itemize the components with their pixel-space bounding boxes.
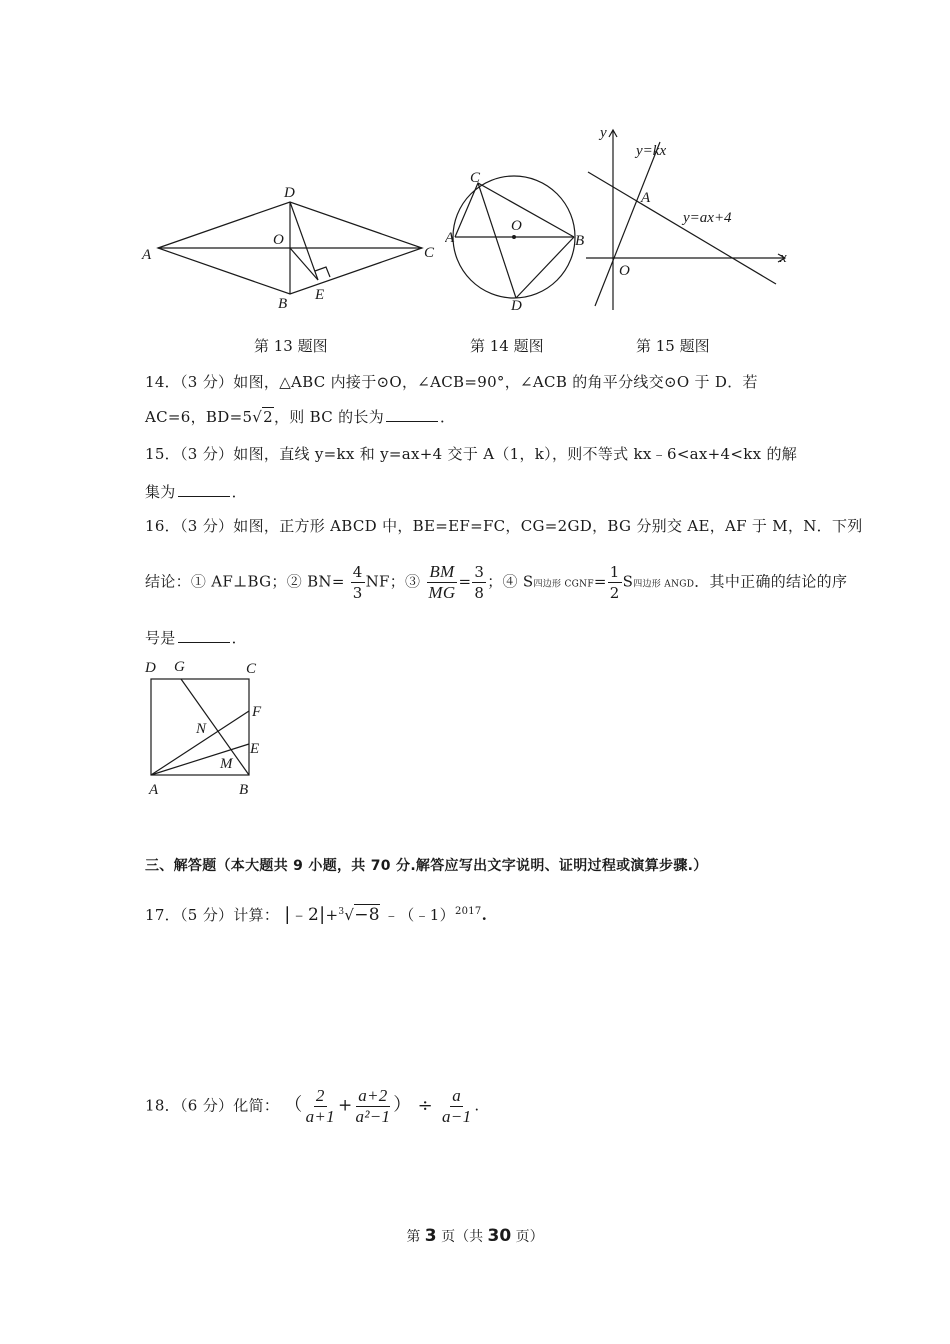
q18-lp: （: [284, 1094, 303, 1116]
q17-exponent: 2017: [454, 906, 482, 917]
fig16-label-e: E: [250, 741, 260, 757]
q16-end: ．: [231, 629, 247, 647]
fig13-label-e: E: [315, 287, 325, 303]
figure-16: [140, 650, 275, 800]
q17-end: .: [481, 906, 488, 924]
q16-eq2: =: [593, 572, 607, 591]
section-3-heading: 三、解答题（本大题共 9 小题，共 70 分.解答应写出文字说明、证明过程或演算步骤.）: [145, 858, 708, 874]
f4-num: 1: [609, 563, 620, 581]
q14-answer-blank: [386, 407, 438, 422]
q18-rp: ）: [393, 1094, 412, 1116]
q14-line1: 14．（3 分）如图，△ABC 内接于⊙O，∠ACB=90°，∠ACB 的角平分线交⊙O 于 D．若: [145, 373, 758, 391]
fig13-label-c: C: [424, 245, 435, 261]
q18-a-den: a+1: [305, 1107, 335, 1126]
fraction-3-8: [472, 562, 486, 603]
q16-c-prefix: 结论：① AF⊥BG；② BN=: [145, 572, 345, 591]
page-footer: [0, 1226, 950, 1246]
q14-text-a: AC=6，BD=5: [145, 408, 253, 426]
fig13-label-a: A: [142, 247, 152, 263]
fig15-label-y: y: [600, 125, 607, 141]
q18-b-num: a+2: [358, 1086, 388, 1105]
q15-text: 集为: [145, 483, 176, 501]
q18-div: ÷: [417, 1094, 433, 1116]
fraction-1-2: [608, 562, 622, 603]
q14-line2: [145, 406, 455, 427]
fig14-label-d: D: [511, 298, 522, 314]
q15-end: ．: [231, 483, 247, 501]
q18-plus: +: [337, 1095, 353, 1116]
q16-conclusions: [145, 562, 847, 603]
abs-bar-right-icon: |: [319, 904, 326, 925]
f4-den: 2: [609, 584, 620, 602]
fig14-label-o: O: [511, 218, 522, 234]
fig16-label-d: D: [145, 660, 156, 676]
fig15-label-x: x: [780, 250, 787, 266]
footer-total-pages: 30: [487, 1226, 512, 1246]
q16-sub2: 四边形 ANGD: [633, 579, 695, 590]
q15-line1: 15．（3 分）如图，直线 y=kx 和 y=ax+4 交于 A（1，k），则不等式 kx﹣6<ax+4<kx 的解: [145, 445, 798, 463]
fig14-label-a: A: [445, 230, 455, 246]
q16-c-suffix: ．其中正确的结论的序: [694, 572, 848, 591]
figure-13: [140, 180, 440, 310]
fig16-label-n: N: [196, 721, 207, 737]
f3-num: 3: [474, 563, 485, 581]
q14-end: ．: [440, 408, 456, 426]
q16-s: S: [622, 572, 634, 591]
fig14-caption: 第 14 题图: [470, 337, 544, 355]
sqrt-icon: √: [252, 408, 263, 426]
fig13-caption: 第 13 题图: [254, 337, 328, 355]
q17-radicand: −8: [354, 905, 380, 925]
fig15-caption: 第 15 题图: [636, 337, 710, 355]
q17-line: [145, 900, 487, 925]
fig15-label-o: O: [619, 263, 630, 279]
q14-sqrt-value: 2: [263, 408, 273, 426]
f1-den: 3: [352, 584, 363, 602]
footer-post: 页）: [515, 1229, 544, 1245]
fig14-label-c: C: [470, 170, 481, 186]
abs-bar-left-icon: |: [284, 904, 291, 925]
sqrt-icon: √: [344, 906, 355, 924]
q17-abs-expr: ﹣2: [290, 905, 320, 925]
footer-pre: 第: [406, 1229, 421, 1245]
q14-text-b: ，则 BC 的长为: [274, 408, 385, 426]
q18-c-den: a−1: [442, 1107, 472, 1126]
fig13-label-b: B: [278, 296, 288, 310]
fig13-label-o: O: [273, 232, 284, 248]
fig16-label-f: F: [252, 704, 262, 720]
f2-num: BM: [429, 562, 455, 581]
q15-line2: [145, 481, 247, 502]
fraction-4-3: [351, 562, 365, 603]
fig16-label-b: B: [239, 782, 249, 798]
fig16-label-g: G: [174, 659, 185, 675]
q17-plus: +: [325, 906, 339, 924]
q16-line1: 16．（3 分）如图，正方形 ABCD 中，BE=EF=FC，CG=2GD，BG 分别交 AE，AF 于 M，N．下列: [145, 517, 863, 535]
fig16-label-m: M: [220, 756, 233, 772]
fraction-2-over-a1: [304, 1086, 337, 1127]
figure-14: [445, 165, 595, 315]
q15-answer-blank: [178, 482, 230, 497]
q16-sub1: 四边形 CGNF: [533, 579, 594, 590]
fig15-label-a: A: [641, 190, 651, 206]
footer-mid: 页（共: [441, 1229, 484, 1245]
q16-c-mid1: NF；③: [365, 572, 421, 591]
fraction-a-over-am1: [440, 1086, 473, 1127]
q16-line3: [145, 627, 247, 648]
f1-num: 4: [352, 563, 363, 581]
fig15-label-yax4: y=ax+4: [683, 210, 732, 226]
q18-label: 18．（6 分）化简：: [145, 1096, 280, 1115]
q16-line3-text: 号是: [145, 629, 176, 647]
f3-den: 8: [474, 584, 485, 602]
fraction-a2-over-a2m1: [354, 1086, 393, 1127]
fig13-label-d: D: [284, 185, 295, 201]
q17-root-index: 3: [338, 907, 345, 917]
q17-label: 17．（5 分）计算：: [145, 906, 280, 924]
fig15-label-ykx: y=kx: [636, 143, 667, 159]
fig16-label-a: A: [149, 782, 159, 798]
footer-page-number: 3: [424, 1226, 437, 1246]
q16-c-mid2: ；④ S: [487, 572, 534, 591]
q16-answer-blank: [178, 628, 230, 643]
q18-line: [145, 1086, 479, 1127]
fig16-label-c: C: [246, 661, 257, 677]
figure-15: [580, 120, 795, 315]
f2-den: MG: [428, 583, 456, 602]
q18-b-den: a²−1: [355, 1107, 391, 1126]
fig14-label-b: B: [575, 233, 585, 249]
q18-a-num: 2: [315, 1086, 325, 1105]
q18-c-num: a: [452, 1086, 462, 1105]
q17-tail: ﹣（﹣1）: [383, 906, 455, 924]
q18-end: .: [474, 1096, 480, 1115]
fraction-bm-mg: [426, 562, 457, 603]
q16-eq: =: [458, 572, 472, 591]
